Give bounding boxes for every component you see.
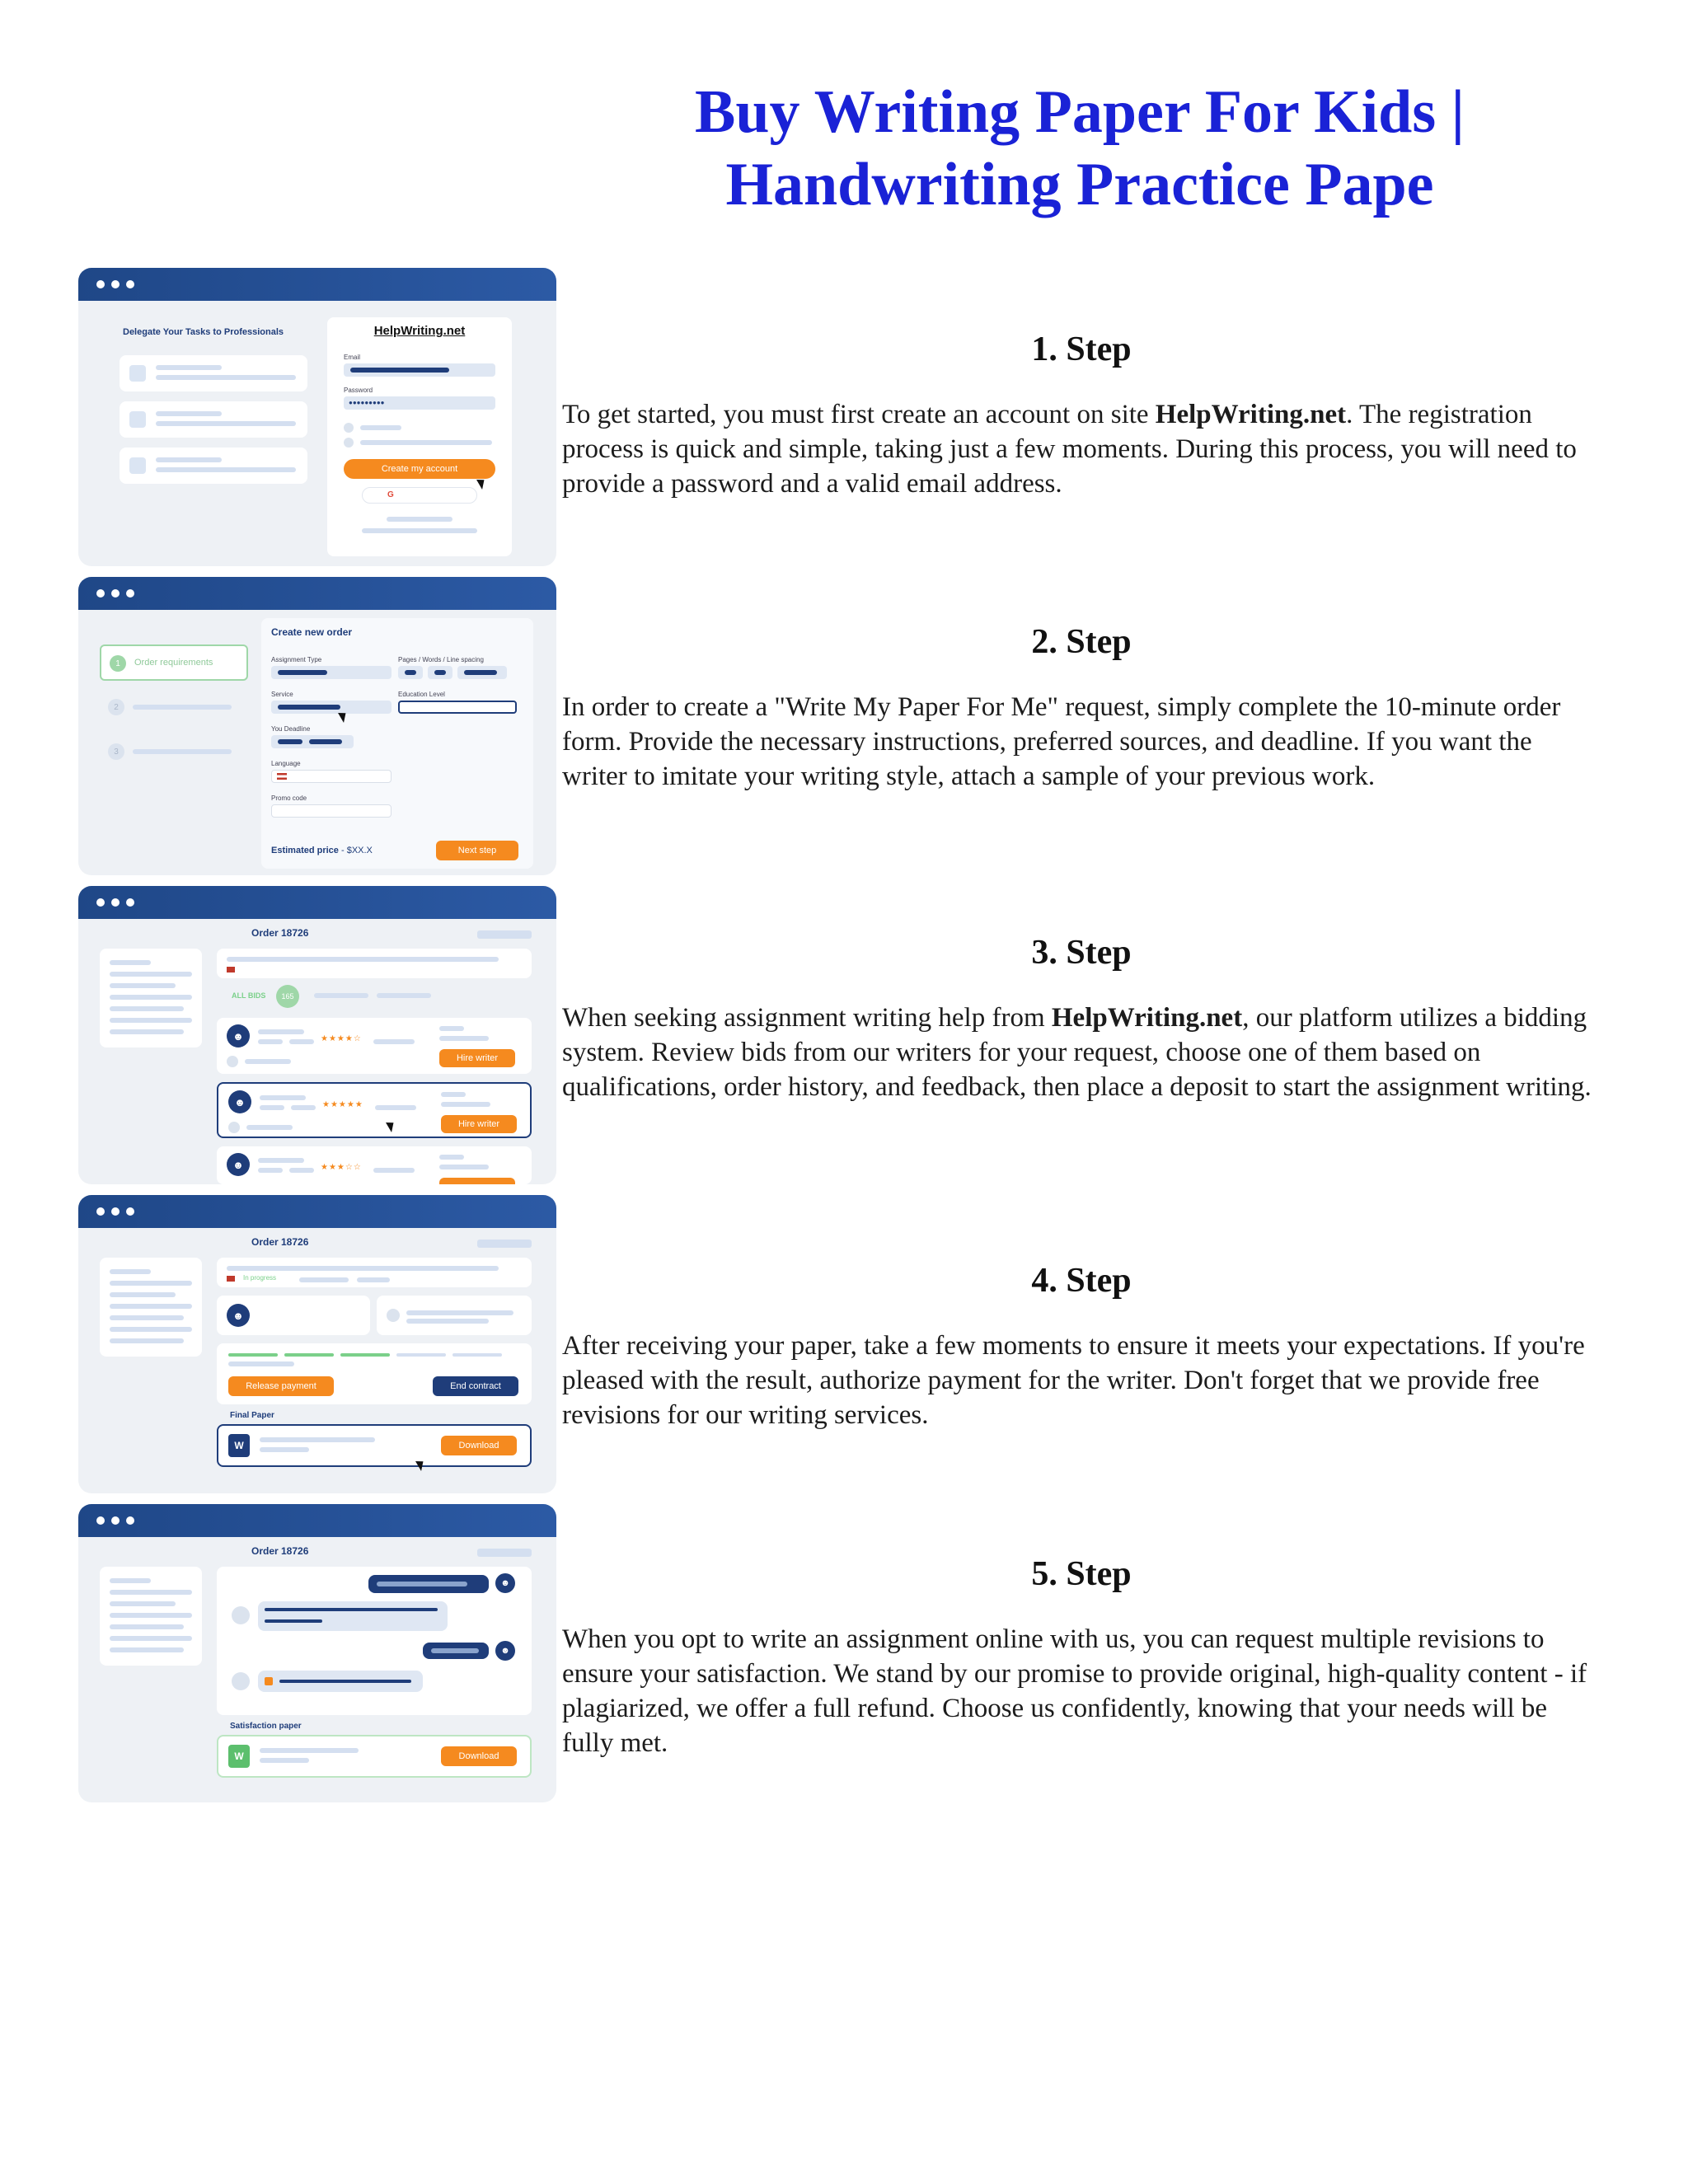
step-text: In order to create a "Write My Paper For Me" request, simply complete the 10-minute order form. Provide the necessary instructions, preferred sources, and deadline. If you want the writer to imitate your writing style, attach a sample of your previous work. — [562, 692, 1561, 791]
step-heading: 5. Step — [1031, 1555, 1132, 1593]
writer-avatar: ☻ — [495, 1573, 515, 1593]
window-titlebar — [78, 268, 556, 301]
flag-icon — [227, 1276, 235, 1282]
user-avatar — [232, 1606, 250, 1624]
site-name-link: HelpWriting.net — [1155, 400, 1347, 429]
site-name-link: HelpWriting.net — [1051, 1003, 1243, 1033]
step-1 — [562, 330, 1601, 501]
writer-card — [217, 1296, 370, 1335]
writer-avatar: ☻ — [227, 1153, 250, 1176]
stepper-item[interactable] — [100, 735, 248, 768]
bid-card — [217, 1146, 532, 1184]
spacing-select[interactable] — [457, 666, 507, 679]
google-icon: G — [387, 490, 394, 499]
order-number: Order 18726 — [251, 1236, 309, 1248]
step-text — [562, 1001, 1601, 1104]
customer-card — [377, 1296, 532, 1335]
window-dot-icon — [111, 898, 120, 907]
chat-bubble-outgoing — [423, 1643, 489, 1659]
window-dot-icon — [111, 1207, 120, 1216]
rating-stars: ★★★★★ — [322, 1100, 363, 1109]
form-title: Create new order — [271, 626, 353, 638]
step-number: 2 — [108, 699, 124, 715]
window-titlebar — [78, 1504, 556, 1537]
window-dot-icon — [126, 898, 134, 907]
step-number: 1 — [110, 655, 126, 672]
step-heading: 2. Step — [1031, 623, 1132, 661]
chat-mockup — [78, 1504, 556, 1802]
writer-avatar: ☻ — [228, 1090, 251, 1113]
step-text: After receiving your paper, take a few moments to ensure it meets your expectations. If you're pleased with the result, authorize payment for the writer. Don't forget that we provide free revisions for our writing services. — [562, 1331, 1585, 1430]
order-number: Order 18726 — [251, 1545, 309, 1557]
order-form — [261, 618, 533, 869]
bids-mockup — [78, 886, 556, 1184]
step-number: 3 — [108, 743, 124, 760]
chat-panel — [217, 1567, 532, 1715]
step-text-part: . The registration process is quick and simple, taking just a few moments. During this process, you will need to provide a password and a valid email address. — [562, 400, 1577, 499]
step-text-part: , our platform utilizes a bidding system. Review bids from our writers for your request, choose one of them based on qualifications, order history, and feedback, then place a deposit to start the assignment writing. — [562, 1003, 1592, 1102]
mockup-heading: Delegate Your Tasks to Professionals — [123, 327, 284, 337]
window-dot-icon — [96, 1207, 105, 1216]
bid-card — [217, 1018, 532, 1074]
checkbox[interactable] — [344, 423, 354, 433]
hire-writer-button[interactable]: Hire writer — [439, 1049, 515, 1067]
promo-code-input[interactable] — [271, 804, 392, 818]
service-select[interactable] — [271, 701, 392, 714]
field-label: Promo code — [271, 794, 307, 802]
field-label: You Deadline — [271, 725, 311, 733]
writer-avatar: ☻ — [227, 1304, 250, 1327]
bid-card-selected — [217, 1082, 532, 1138]
writer-avatar: ☻ — [227, 1024, 250, 1047]
hire-writer-button-partial[interactable] — [439, 1178, 515, 1184]
sidebar — [100, 1567, 202, 1666]
field-label: Language — [271, 760, 301, 767]
step-heading: 4. Step — [1031, 1262, 1132, 1300]
rating-stars: ★★★☆☆ — [321, 1163, 362, 1172]
education-level-select[interactable] — [398, 701, 517, 714]
satisfaction-paper-label: Satisfaction paper — [230, 1722, 302, 1731]
create-account-button[interactable]: Create my account — [344, 459, 495, 479]
task-card — [120, 401, 307, 438]
stepper-item-active[interactable] — [100, 644, 248, 681]
window-dot-icon — [96, 589, 105, 598]
brand-logo: HelpWriting.net — [373, 324, 466, 338]
attachment-icon — [265, 1677, 273, 1685]
next-step-button[interactable]: Next step — [436, 841, 518, 860]
order-progress-mockup — [78, 1195, 556, 1493]
checkbox[interactable] — [344, 438, 354, 448]
stepper-item[interactable] — [100, 691, 248, 724]
step-5 — [562, 1554, 1601, 1760]
google-signin-button[interactable] — [362, 487, 477, 504]
password-field[interactable]: ●●●●●●●●● — [344, 396, 495, 410]
chat-bubble-incoming — [258, 1601, 448, 1631]
bids-count-badge: 165 — [276, 985, 299, 1008]
flag-icon — [227, 967, 235, 972]
order-number: Order 18726 — [251, 927, 309, 939]
window-dot-icon — [111, 280, 120, 288]
chat-bubble-outgoing — [368, 1575, 489, 1593]
task-card — [120, 355, 307, 391]
window-dot-icon — [96, 1516, 105, 1525]
release-payment-button[interactable]: Release payment — [228, 1376, 334, 1396]
rating-stars: ★★★★☆ — [321, 1034, 362, 1043]
step-heading: 1. Step — [1031, 330, 1132, 368]
step-text-part: When seeking assignment writing help from — [562, 1003, 1052, 1033]
step-3 — [562, 933, 1601, 1104]
window-dot-icon — [126, 280, 134, 288]
window-dot-icon — [111, 589, 120, 598]
satisfaction-paper-card — [217, 1735, 532, 1778]
order-summary — [217, 1258, 532, 1287]
email-field[interactable] — [344, 363, 495, 377]
window-dot-icon — [111, 1516, 120, 1525]
assignment-type-select[interactable] — [271, 666, 392, 679]
signup-form — [327, 317, 512, 556]
field-label: Pages / Words / Line spacing — [398, 656, 484, 663]
step-text-part: To get started, you must first create an account on site — [562, 400, 1156, 429]
window-dot-icon — [96, 280, 105, 288]
sidebar — [100, 949, 202, 1047]
page-title: Buy Writing Paper For Kids | Handwriting Practice Pape — [695, 78, 1465, 218]
words-input[interactable] — [428, 666, 452, 679]
task-card — [120, 448, 307, 484]
field-label: Education Level — [398, 691, 445, 698]
download-button[interactable]: Download — [441, 1746, 517, 1766]
payment-panel — [217, 1343, 532, 1404]
chat-bubble-incoming — [258, 1671, 423, 1692]
window-titlebar — [78, 1195, 556, 1228]
window-titlebar — [78, 886, 556, 919]
window-dot-icon — [126, 1516, 134, 1525]
user-avatar — [232, 1672, 250, 1690]
step-4 — [562, 1261, 1601, 1432]
password-label: Password — [344, 387, 373, 394]
step-text: When you opt to write an assignment online with us, you can request multiple revisions to ensure your satisfaction. We stand by our promise to provide original, high-quality content - if plagiarized, we offer a full refund. Choose us confidently, knowing that your needs will be fully met. — [562, 1624, 1587, 1758]
estimated-price — [271, 846, 373, 855]
step-heading: 3. Step — [1031, 934, 1132, 972]
language-select[interactable] — [271, 770, 392, 783]
step-2 — [562, 622, 1601, 794]
signup-mockup — [78, 268, 556, 566]
final-paper-label: Final Paper — [230, 1411, 274, 1420]
pages-input[interactable] — [398, 666, 423, 679]
estimated-label: Estimated price — [271, 846, 339, 855]
sidebar — [100, 1258, 202, 1357]
hire-writer-button[interactable]: Hire writer — [441, 1115, 517, 1133]
step-text — [562, 397, 1601, 501]
word-document-icon: W — [228, 1745, 250, 1768]
field-label: Assignment Type — [271, 656, 322, 663]
writer-avatar: ☻ — [495, 1641, 515, 1661]
end-contract-button[interactable]: End contract — [433, 1376, 518, 1396]
estimated-value: - $XX.X — [338, 846, 373, 855]
download-button[interactable]: Download — [441, 1436, 517, 1455]
order-form-mockup — [78, 577, 556, 875]
deadline-input[interactable] — [271, 735, 354, 748]
window-dot-icon — [126, 1207, 134, 1216]
field-label: Service — [271, 691, 293, 698]
final-paper-card — [217, 1424, 532, 1467]
stepper-label: Order requirements — [134, 658, 213, 668]
window-dot-icon — [126, 589, 134, 598]
window-titlebar — [78, 577, 556, 610]
status-badge: In progress — [243, 1274, 277, 1282]
flag-icon — [277, 773, 287, 780]
word-document-icon: W — [228, 1434, 250, 1457]
all-bids-tab[interactable]: ALL BIDS — [232, 991, 266, 1000]
order-summary — [217, 949, 532, 978]
email-label: Email — [344, 354, 361, 361]
window-dot-icon — [96, 898, 105, 907]
